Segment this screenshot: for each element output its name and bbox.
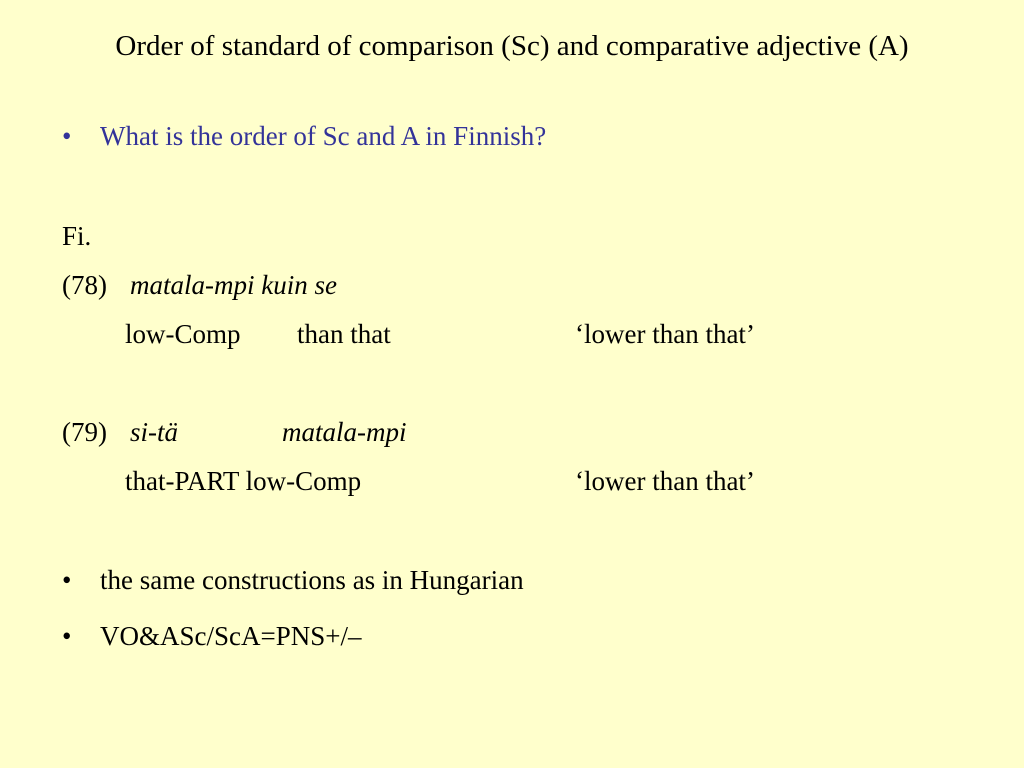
example-79-form-line: [62, 416, 962, 450]
bullet-formula-text: VO&ASc/ScA=PNS+/–: [100, 621, 362, 651]
example-79-number: (79): [62, 417, 107, 447]
bullet-question: [62, 120, 962, 154]
slide-title: Order of standard of comparison (Sc) and comparative adjective (A): [115, 30, 909, 62]
example-78-form-line: [62, 269, 962, 303]
example-79-form-1: si-tä: [130, 417, 179, 447]
bullet-same-constructions: [62, 564, 962, 598]
example-78-form: matala-mpi kuin se: [130, 270, 337, 300]
example-79-translation: ‘lower than that’: [575, 466, 755, 496]
example-79-form-2: matala-mpi: [282, 417, 407, 447]
language-label: Fi.: [62, 221, 92, 251]
example-78-gloss-1: low-Comp: [125, 319, 241, 349]
bullet-question-text: What is the order of Sc and A in Finnish?: [100, 121, 547, 151]
bullet-marker: •: [62, 121, 72, 151]
example-78-number: (78): [62, 270, 107, 300]
bullet-marker: •: [62, 565, 72, 595]
example-78-gloss-line: [62, 318, 962, 352]
bullet-formula: [62, 620, 962, 654]
bullet-marker: •: [62, 621, 72, 651]
example-78-translation: ‘lower than that’: [575, 319, 755, 349]
example-78-gloss-2: than that: [297, 319, 391, 349]
example-79-gloss: that-PART low-Comp: [125, 466, 362, 496]
bullet-same-text: the same constructions as in Hungarian: [100, 565, 524, 595]
example-79-gloss-line: [62, 465, 962, 499]
